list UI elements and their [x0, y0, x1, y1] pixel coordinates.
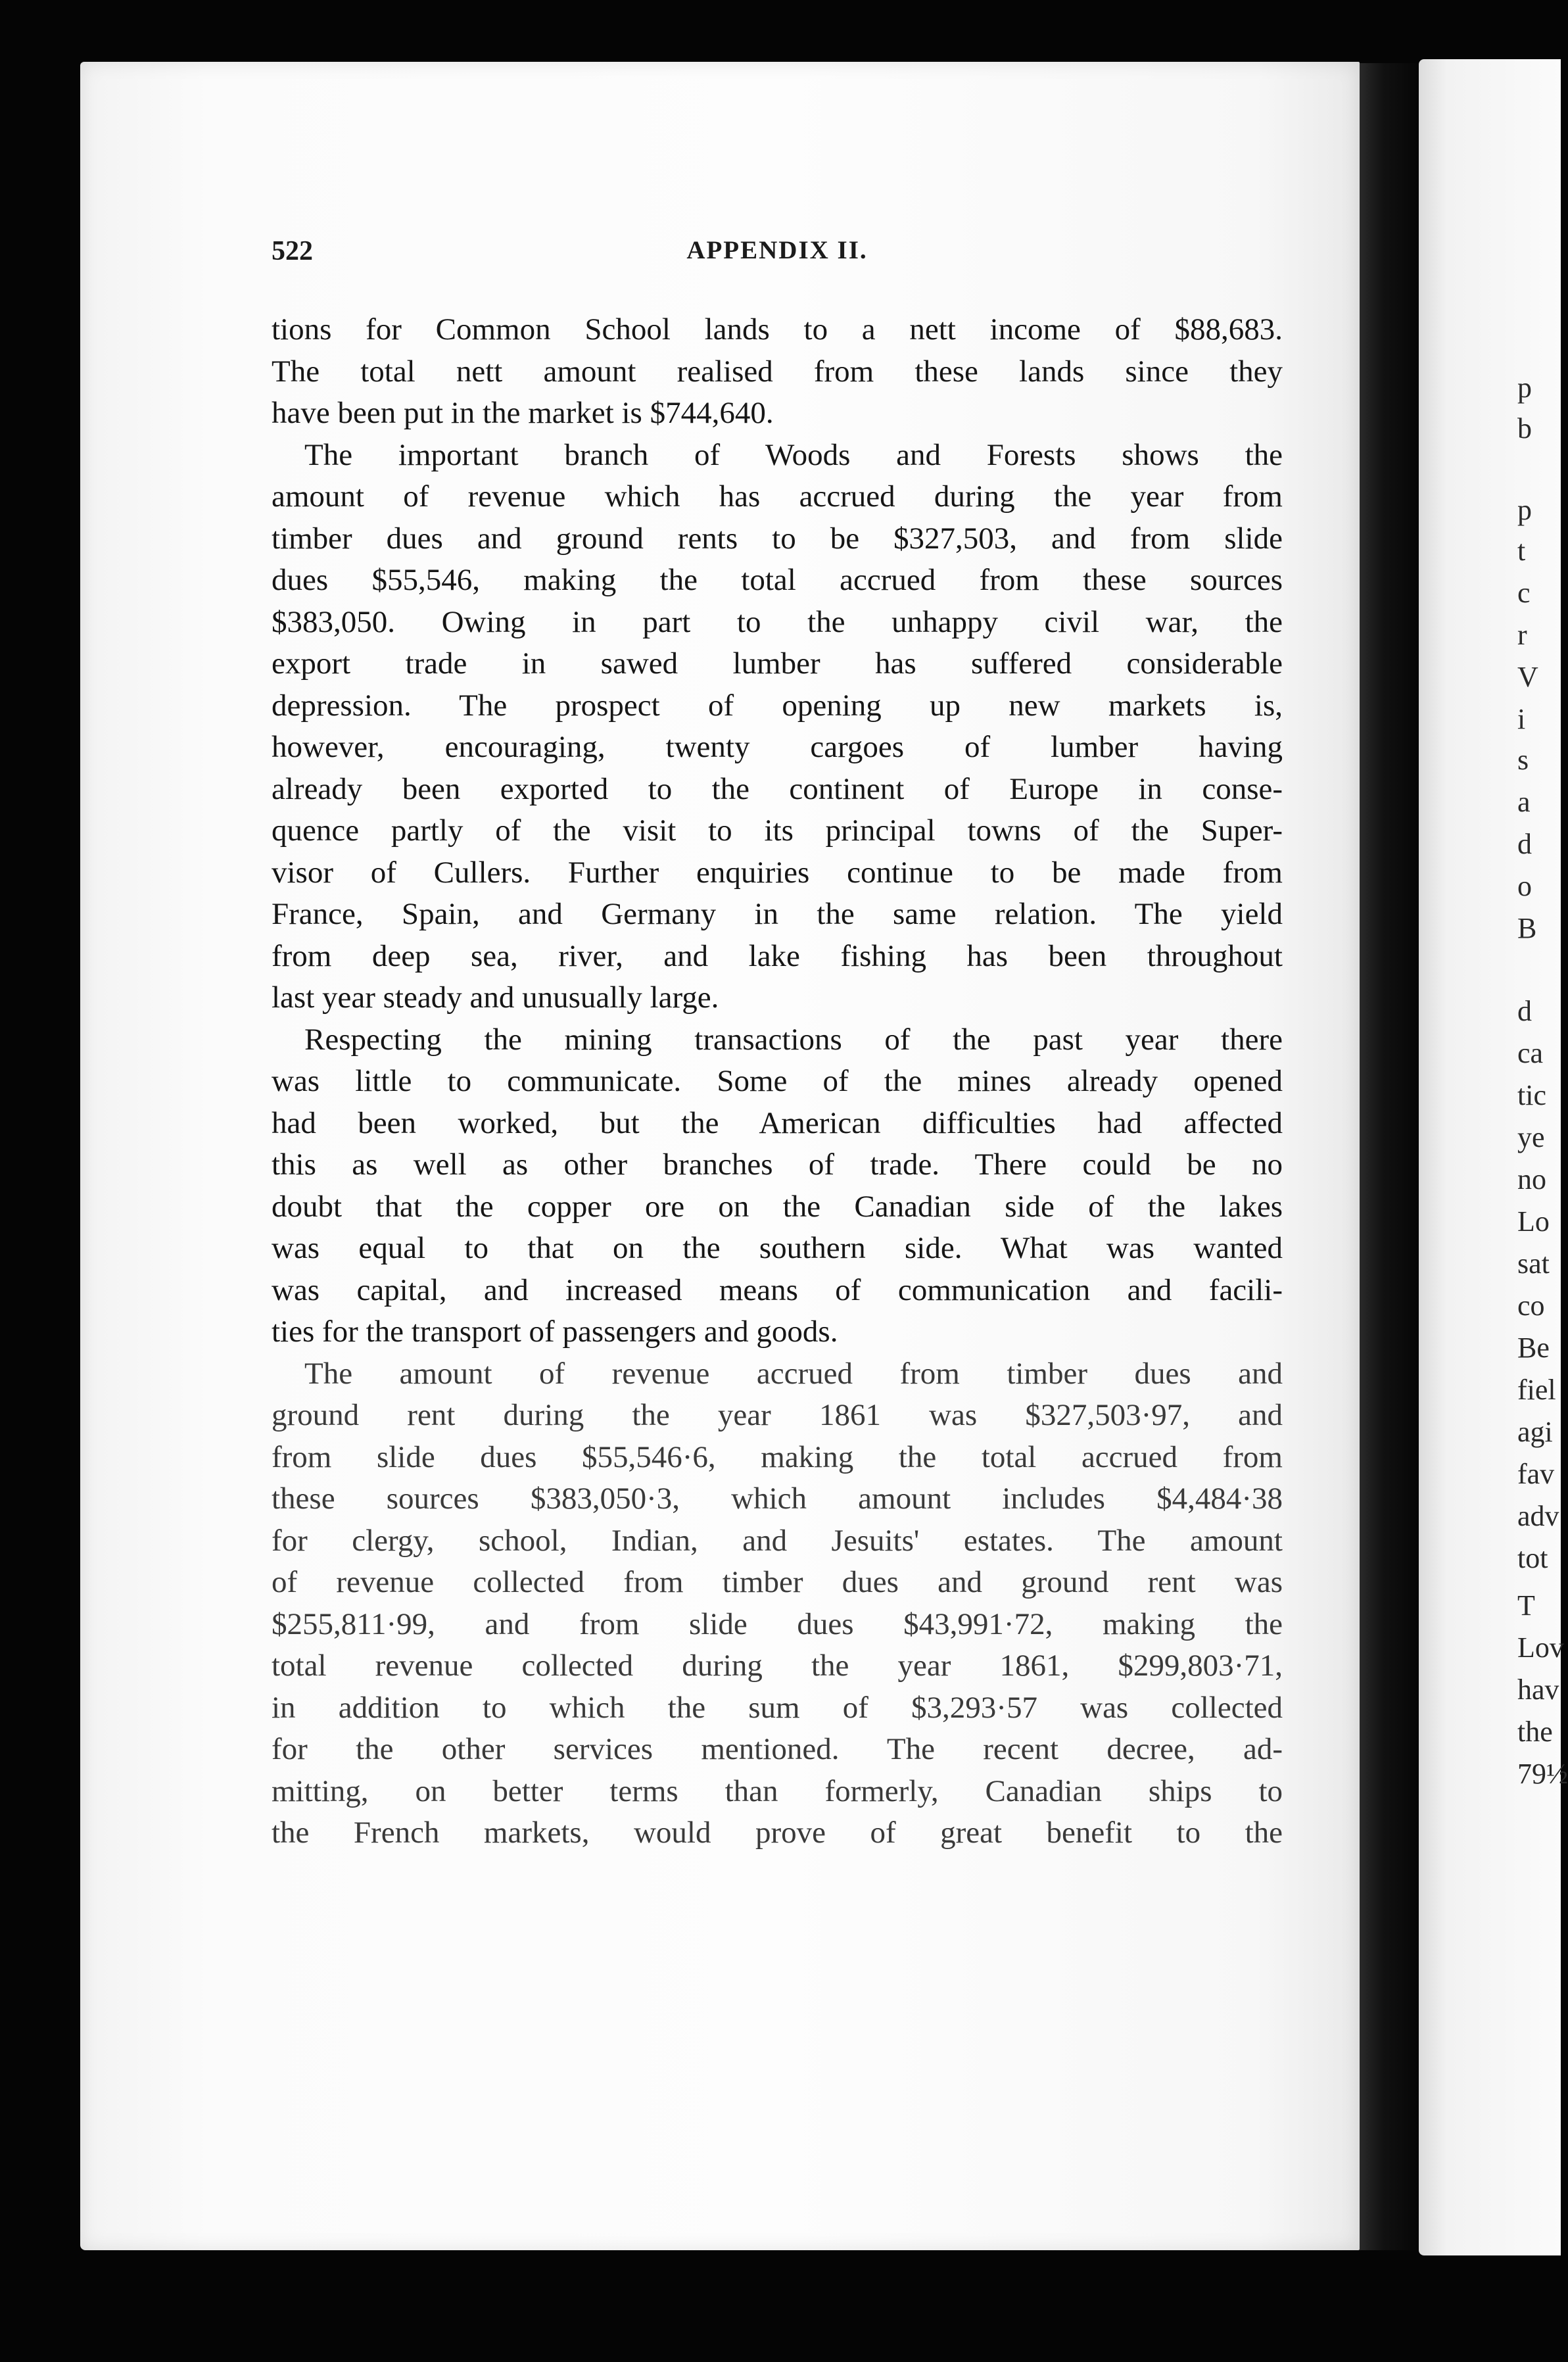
text-line: $383,050. Owing in part to the unhappy civil war, the: [272, 604, 1283, 639]
text-line: The amount of revenue accrued from timber dues and: [304, 1356, 1283, 1391]
facing-fragment: V: [1517, 661, 1538, 693]
text-line: the French markets, would prove of great benefit to the: [272, 1816, 1283, 1850]
text-line: have been put in the market is $744,640.: [272, 396, 774, 430]
facing-fragment: fav: [1517, 1458, 1555, 1490]
facing-fragment: 79½: [1517, 1758, 1568, 1790]
text-line: already been exported to the continent of Europe in conse-: [272, 771, 1283, 806]
text-line: France, Spain, and Germany in the same relation. The yield: [272, 897, 1283, 931]
text-line: for the other services mentioned. The recent decree, ad-: [272, 1732, 1283, 1766]
facing-fragment: p: [1517, 494, 1532, 526]
text-line: ties for the transport of passengers and goods.: [272, 1314, 838, 1349]
facing-fragment: Lov: [1517, 1631, 1564, 1664]
page-gutter: [1360, 63, 1419, 2250]
text-line: in addition to which the sum of $3,293·57 was collected: [272, 1690, 1283, 1725]
facing-fragment: b: [1517, 412, 1532, 445]
facing-fragment: adv: [1517, 1500, 1559, 1532]
text-line: doubt that the copper ore on the Canadian side of the lakes: [272, 1189, 1283, 1224]
facing-fragment: i: [1517, 703, 1526, 735]
text-line: these sources $383,050·3, which amount includes $4,484·38: [272, 1482, 1283, 1516]
facing-fragment: ca: [1517, 1037, 1544, 1069]
text-line: Respecting the mining transactions of the past year there: [304, 1022, 1283, 1057]
facing-fragment: a: [1517, 786, 1531, 818]
text-line: The total nett amount realised from these lands since they: [272, 354, 1283, 389]
paragraph: [272, 1019, 1283, 1353]
facing-fragment: t: [1517, 535, 1526, 567]
facing-fragment: s: [1517, 744, 1529, 776]
facing-fragment: B: [1517, 912, 1537, 944]
facing-fragment: tot: [1517, 1542, 1548, 1574]
facing-page: [1419, 59, 1568, 2255]
facing-fragment: T: [1517, 1589, 1535, 1622]
facing-fragment: c: [1517, 577, 1531, 609]
facing-fragment: r: [1517, 619, 1527, 651]
text-line: export trade in sawed lumber has suffered considerable: [272, 646, 1283, 681]
text-line: had been worked, but the American difficulties had affected: [272, 1105, 1283, 1140]
text-line: total revenue collected during the year 1861, $299,803·71,: [272, 1649, 1283, 1683]
facing-fragment: agi: [1517, 1416, 1553, 1448]
facing-fragment: d: [1517, 995, 1532, 1027]
text-line: timber dues and ground rents to be $327,503, and from slide: [272, 521, 1283, 556]
paragraph: [272, 1353, 1283, 1854]
text-line: this as well as other branches of trade. There could be no: [272, 1147, 1283, 1182]
text-line: for clergy, school, Indian, and Jesuits' estates. The amount: [272, 1523, 1283, 1558]
facing-fragment: p: [1517, 372, 1532, 404]
facing-fragment: tic: [1517, 1079, 1546, 1111]
text-line: $255,811·99, and from slide dues $43,991·72, making the: [272, 1606, 1283, 1641]
text-line: The important branch of Woods and Forests shows the: [304, 437, 1283, 472]
page-header: [272, 235, 1283, 275]
paragraph: [272, 435, 1283, 1019]
text-line: however, encouraging, twenty cargoes of lumber having: [272, 730, 1283, 764]
facing-fragment: d: [1517, 828, 1532, 860]
page-number: 522: [272, 236, 313, 266]
text-line: was little to communicate. Some of the mines already opened: [272, 1064, 1283, 1098]
text-line: last year steady and unusually large.: [272, 980, 719, 1015]
text-line: ground rent during the year 1861 was $327,503·97, and: [272, 1398, 1283, 1432]
text-line: was equal to that on the southern side. What was wanted: [272, 1231, 1283, 1265]
body-text: [272, 309, 1283, 1854]
facing-fragment: hav: [1517, 1674, 1559, 1706]
facing-fragment: the: [1517, 1716, 1553, 1748]
running-head: APPENDIX II.: [686, 236, 868, 264]
text-line: depression. The prospect of opening up new markets is,: [272, 688, 1283, 723]
paragraph: [272, 309, 1283, 435]
text-line: mitting, on better terms than formerly, Canadian ships to: [272, 1773, 1283, 1808]
text-line: from slide dues $55,546·6, making the total accrued from: [272, 1439, 1283, 1474]
facing-fragment: sat: [1517, 1247, 1550, 1280]
text-line: amount of revenue which has accrued during the year from: [272, 479, 1283, 514]
text-line: of revenue collected from timber dues and ground rent was: [272, 1565, 1283, 1599]
facing-fragment: co: [1517, 1289, 1545, 1322]
text-line: from deep sea, river, and lake fishing has been throughout: [272, 938, 1283, 973]
facing-fragment: no: [1517, 1163, 1546, 1195]
facing-fragment: ye: [1517, 1121, 1545, 1153]
facing-fragment: fiel: [1517, 1374, 1556, 1406]
text-line: tions for Common School lands to a nett income of $88,683.: [272, 312, 1283, 347]
text-line: was capital, and increased means of communication and facili-: [272, 1272, 1283, 1307]
text-line: dues $55,546, making the total accrued from these sources: [272, 563, 1283, 597]
facing-fragment: Lo: [1517, 1205, 1550, 1238]
text-line: visor of Cullers. Further enquiries continue to be made from: [272, 855, 1283, 890]
text-line: quence partly of the visit to its principal towns of the Super-: [272, 813, 1283, 848]
facing-fragment: o: [1517, 870, 1532, 902]
facing-fragment: Be: [1517, 1332, 1550, 1364]
